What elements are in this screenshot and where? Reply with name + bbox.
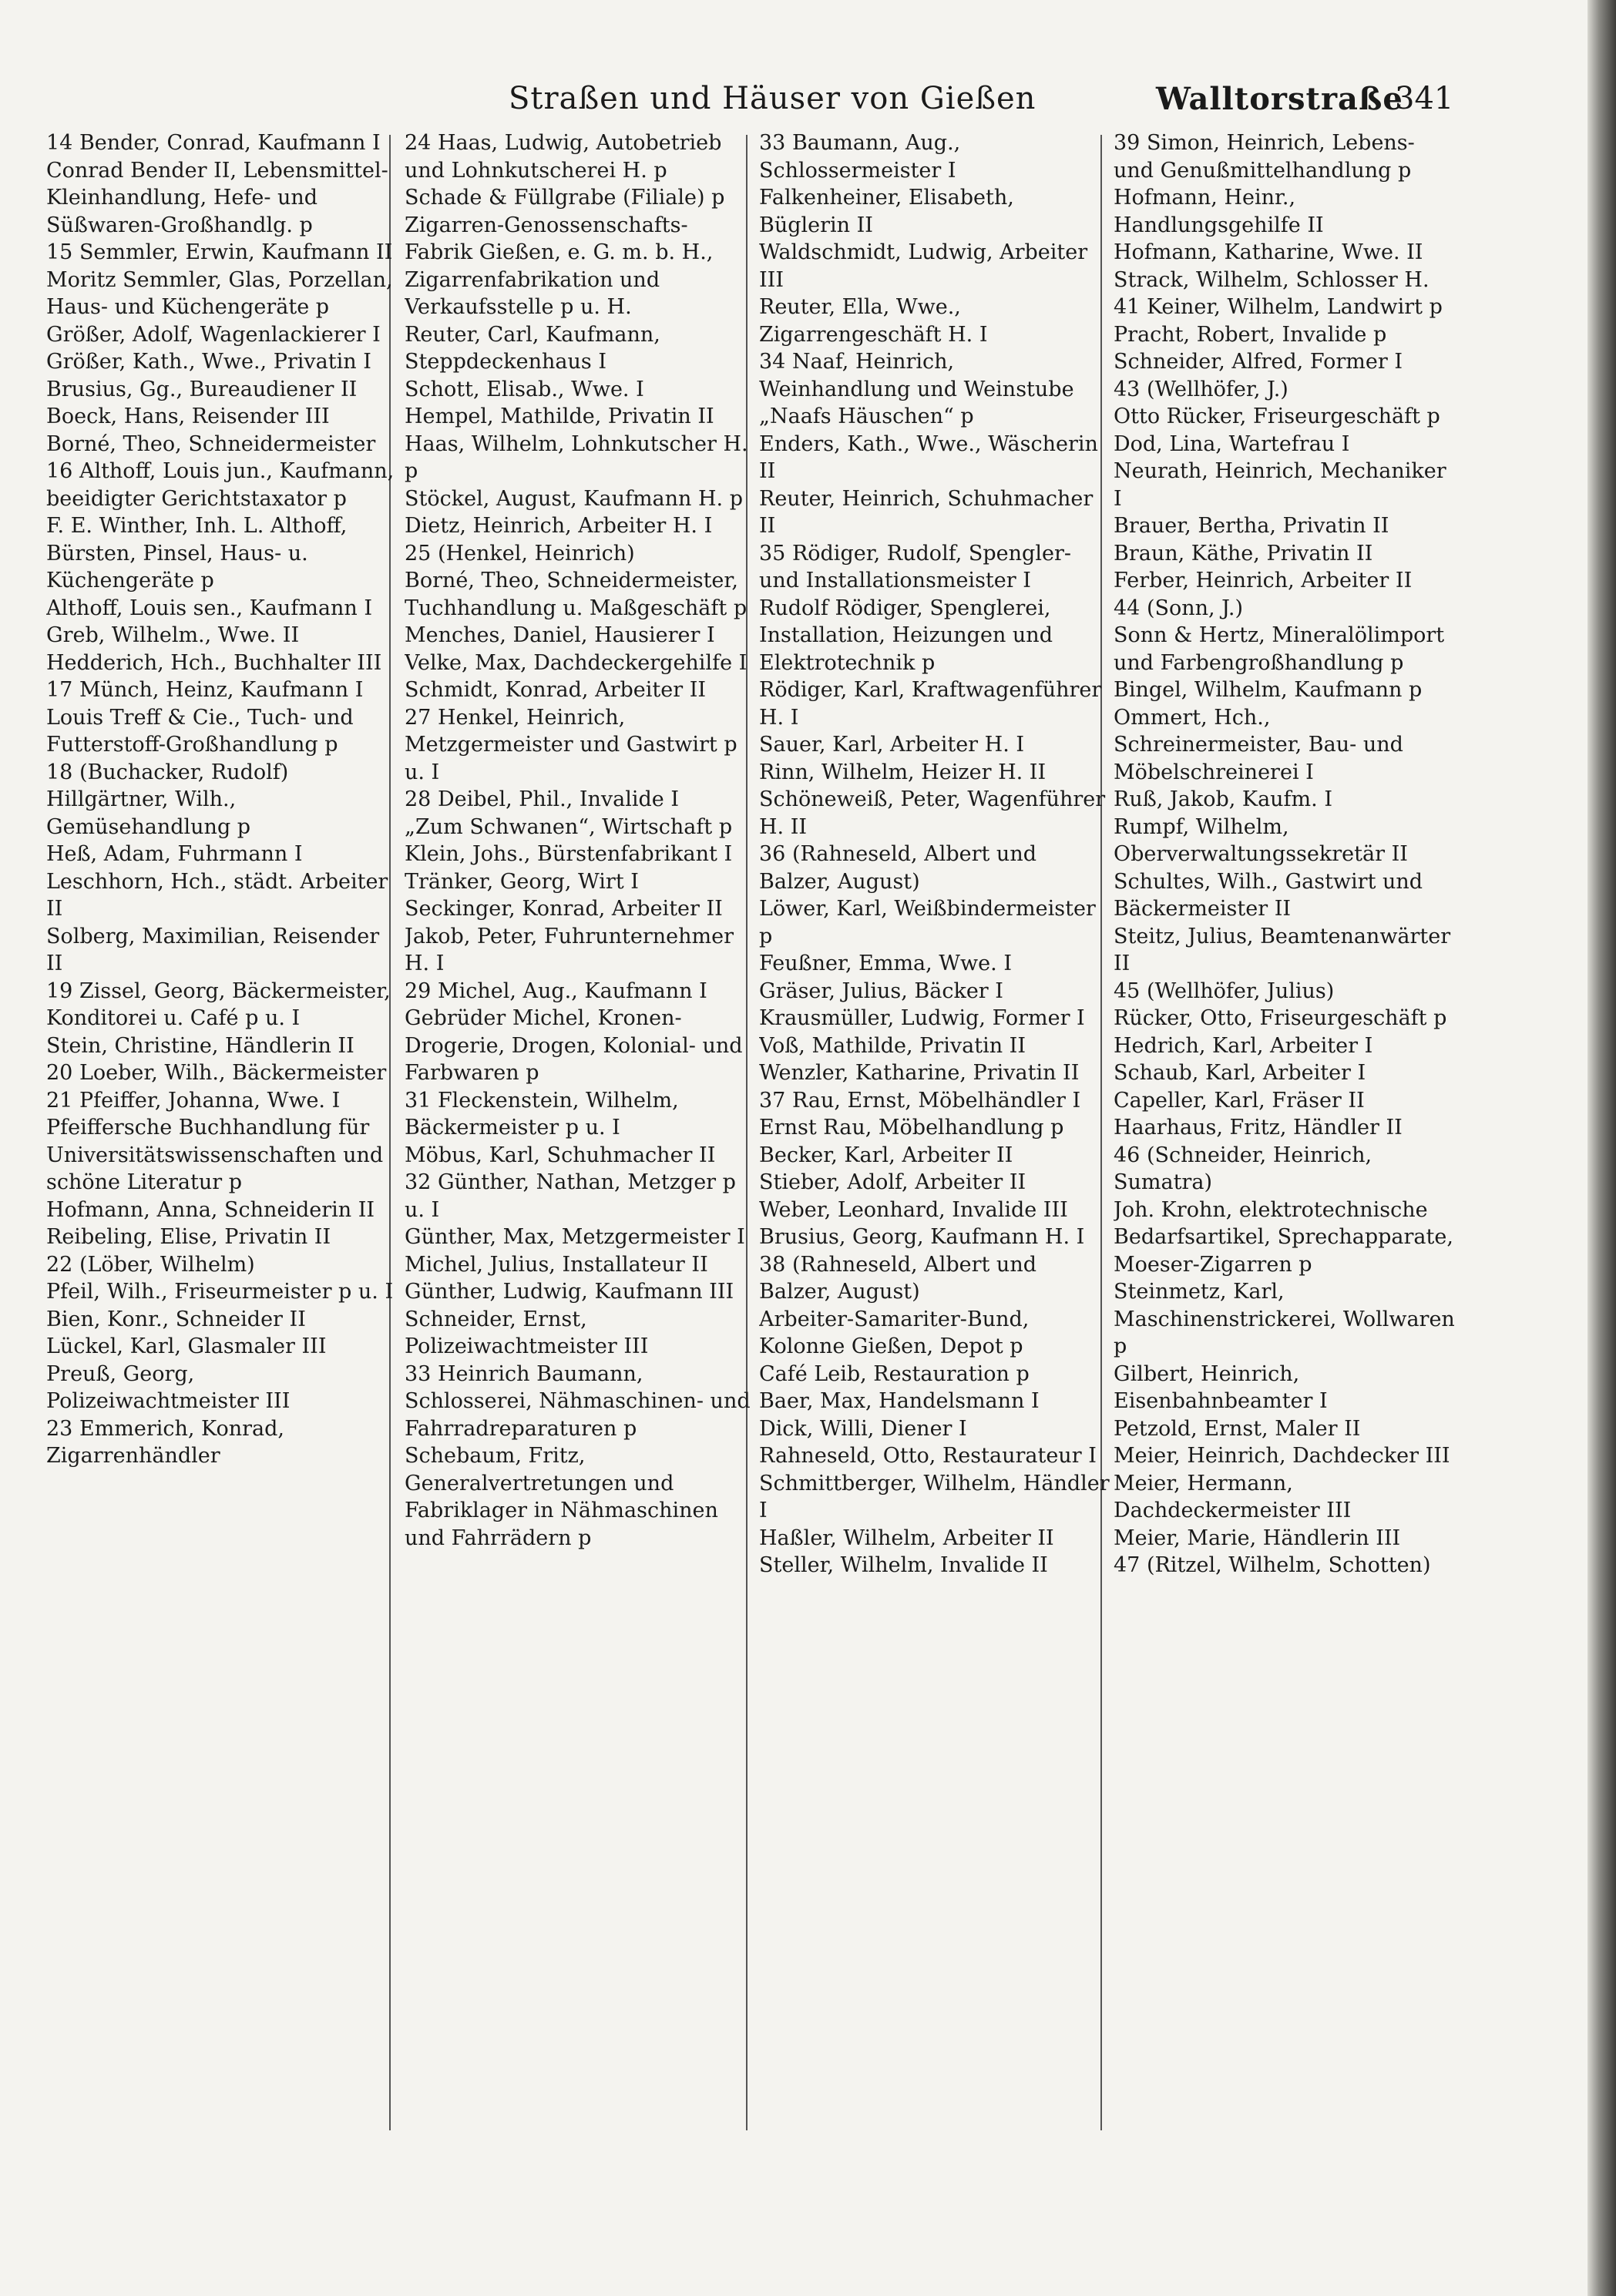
directory-entry: Dietz, Heinrich, Arbeiter H. I (405, 514, 713, 538)
directory-entry: 35 Rödiger, Rudolf, Spengler- und Installationsmeister I (759, 541, 1071, 592)
directory-entry: Schaub, Karl, Arbeiter I (1114, 1061, 1366, 1085)
directory-entry: Strack, Wilhelm, Schlosser H. (1114, 267, 1430, 292)
directory-entry: Hofmann, Anna, Schneiderin II (46, 1197, 375, 1222)
directory-entry: 43 (Wellhöfer, J.) (1114, 377, 1288, 401)
directory-entry: Voß, Mathilde, Privatin II (759, 1033, 1026, 1058)
directory-entry: 19 Zissel, Georg, Bäckermeister, Konditorei u. Café p u. I (46, 978, 391, 1030)
directory-entry: Sonn & Hertz, Mineralölimport und Farbengroßhandlung p (1114, 623, 1445, 675)
directory-entry: Weber, Leonhard, Invalide III (759, 1197, 1068, 1222)
directory-entry: Greb, Wilhelm., Wwe. II (46, 623, 300, 647)
directory-entry: Michel, Julius, Installateur II (405, 1252, 708, 1277)
directory-entry: Größer, Adolf, Wagenlackierer I (46, 322, 381, 347)
directory-entry: Braun, Käthe, Privatin II (1114, 541, 1373, 566)
directory-entry: 22 (Löber, Wilhelm) (46, 1252, 255, 1277)
directory-entry: Becker, Karl, Arbeiter II (759, 1143, 1013, 1167)
directory-entry: Baer, Max, Handelsmann I (759, 1389, 1040, 1413)
directory-entry: Krausmüller, Ludwig, Former I (759, 1006, 1085, 1030)
directory-entry: Seckinger, Konrad, Arbeiter II (405, 897, 723, 921)
directory-entry: Feußner, Emma, Wwe. I (759, 952, 1012, 975)
directory-entry: 37 Rau, Ernst, Möbelhändler I (759, 1088, 1081, 1113)
directory-entry: Günther, Max, Metzgermeister I (405, 1225, 745, 1249)
directory-entry: Wenzler, Katharine, Privatin II (759, 1061, 1080, 1085)
directory-entry: Boeck, Hans, Reisender III (46, 404, 330, 428)
directory-entry: Schöneweiß, Peter, Wagenführer H. II (759, 787, 1106, 839)
directory-entry: Günther, Ludwig, Kaufmann III (405, 1280, 734, 1304)
directory-entry: Dick, Willi, Diener I (759, 1416, 967, 1441)
directory-entry: Rumpf, Wilhelm, Oberverwaltungssekretär II (1114, 814, 1408, 866)
directory-entry: 17 Münch, Heinz, Kaufmann I (46, 678, 364, 702)
directory-entry: Steller, Wilhelm, Invalide II (759, 1553, 1048, 1577)
directory-entry: Hedderich, Hch., Buchhalter III (46, 650, 382, 675)
directory-entry: Haßler, Wilhelm, Arbeiter II (759, 1526, 1054, 1550)
directory-entry: Schneider, Alfred, Former I (1114, 350, 1403, 374)
directory-entry: Ruß, Jakob, Kaufm. I (1114, 787, 1332, 811)
directory-entry: 33 Heinrich Baumann, Schlosserei, Nähmaschinen- und Fahrradreparaturen p (405, 1361, 751, 1441)
directory-column-1 (46, 129, 397, 2271)
directory-entry: Bingel, Wilhelm, Kaufmann p (1114, 678, 1423, 702)
directory-entry: Neurath, Heinrich, Mechaniker I (1114, 459, 1446, 511)
directory-entry: Falkenheiner, Elisabeth, Büglerin II (759, 186, 1014, 237)
directory-entry: 46 (Schneider, Heinrich, Sumatra) (1114, 1143, 1372, 1194)
directory-entry: 33 Baumann, Aug., Schlossermeister I (759, 131, 961, 183)
directory-entry: Conrad Bender II, Lebensmittel-Kleinhandlung, Hefe- und Süßwaren-Großhandlg. p (46, 158, 388, 237)
directory-entry: 25 (Henkel, Heinrich) (405, 541, 635, 566)
directory-entry: Gräser, Julius, Bäcker I (759, 978, 1003, 1003)
directory-entry: Ferber, Heinrich, Arbeiter II (1114, 569, 1413, 592)
directory-entry: Waldschmidt, Ludwig, Arbeiter III (759, 240, 1088, 292)
directory-entry: Preuß, Georg, Polizeiwachtmeister III (46, 1361, 291, 1413)
book-spine-shadow (1587, 0, 1616, 2296)
directory-entry: Reuter, Ella, Wwe., Zigarrengeschäft H. I (759, 295, 988, 347)
directory-entry: 15 Semmler, Erwin, Kaufmann II (46, 240, 393, 264)
directory-entry: Bien, Konr., Schneider II (46, 1307, 306, 1331)
directory-entry: Moritz Semmler, Glas, Porzellan, Haus- und Küchengeräte p (46, 267, 393, 319)
directory-entry: Pfeiffersche Buchhandlung für Universitätswissenschaften und schöne Literatur p (46, 1116, 384, 1194)
directory-entry: „Zum Schwanen“, Wirtschaft p (405, 814, 733, 839)
running-title: Straßen und Häuser von Gießen (509, 81, 1036, 116)
directory-entry: 44 (Sonn, J.) (1114, 596, 1244, 620)
directory-entry: Rahneseld, Otto, Restaurateur I (759, 1444, 1097, 1468)
directory-entry: Schebaum, Fritz, Generalvertretungen und Fabriklager in Nähmaschinen und Fahrrädern p (405, 1444, 718, 1550)
directory-entry: Pfeil, Wilh., Friseurmeister p u. I (46, 1280, 394, 1304)
directory-entry: 23 Emmerich, Konrad, Zigarrenhändler (46, 1416, 285, 1468)
directory-entry: Solberg, Maximilian, Reisender II (46, 924, 380, 975)
directory-entry: Borné, Theo, Schneidermeister (46, 431, 376, 456)
directory-entry: 39 Simon, Heinrich, Lebens- und Genußmittelhandlung p (1114, 131, 1415, 183)
directory-entry: 38 (Rahneseld, Albert und Balzer, August) (759, 1252, 1036, 1304)
directory-entry: Heß, Adam, Fuhrmann I (46, 842, 303, 866)
directory-entry: 28 Deibel, Phil., Invalide I (405, 787, 680, 811)
directory-entry: 18 (Buchacker, Rudolf) (46, 760, 289, 784)
directory-column-4 (1114, 129, 1456, 2271)
directory-entry: Größer, Kath., Wwe., Privatin I (46, 350, 371, 374)
directory-entry: Sauer, Karl, Arbeiter H. I (759, 733, 1025, 757)
directory-entry: Rudolf Rödiger, Spenglerei, Installation, Heizungen und Elektrotechnik p (759, 596, 1053, 675)
directory-entry: Löwer, Karl, Weißbindermeister p (759, 897, 1096, 948)
directory-entry: Rücker, Otto, Friseurgeschäft p (1114, 1006, 1447, 1030)
directory-entry: Steitz, Julius, Beamtenanwärter II (1114, 924, 1451, 975)
directory-entry: Reibeling, Elise, Privatin II (46, 1225, 331, 1249)
directory-entry: Capeller, Karl, Fräser II (1114, 1088, 1365, 1113)
directory-entry: Stein, Christine, Händlerin II (46, 1033, 354, 1058)
directory-entry: Zigarren-Genossenschafts-Fabrik Gießen, e. G. m. b. H., Zigarrenfabrikation und Verkaufsstelle p u. H. (405, 213, 714, 319)
directory-entry: Velke, Max, Dachdeckergehilfe I (405, 650, 748, 675)
directory-entry: Haarhaus, Fritz, Händler II (1114, 1116, 1403, 1140)
directory-entry: Schneider, Ernst, Polizeiwachtmeister III (405, 1307, 649, 1358)
directory-entry: Althoff, Louis sen., Kaufmann I (46, 596, 373, 620)
directory-entry: 47 (Ritzel, Wilhelm, Schotten) (1114, 1553, 1431, 1577)
directory-entry: Meier, Hermann, Dachdeckermeister III (1114, 1471, 1352, 1522)
street-name: Walltorstraße (1156, 81, 1403, 117)
directory-entry: 45 (Wellhöfer, Julius) (1114, 978, 1335, 1003)
directory-entry: 20 Loeber, Wilh., Bäckermeister (46, 1061, 387, 1085)
directory-entry: F. E. Winther, Inh. L. Althoff, Bürsten, Pinsel, Haus- u. Küchengeräte p (46, 514, 348, 592)
directory-entry: Otto Rücker, Friseurgeschäft p (1114, 404, 1440, 428)
directory-entry: Arbeiter-Samariter-Bund, Kolonne Gießen, Depot p (759, 1307, 1030, 1358)
directory-entry: Ernst Rau, Möbelhandlung p (759, 1116, 1064, 1140)
directory-column-3 (759, 129, 1110, 2271)
directory-entry: Schmidt, Konrad, Arbeiter II (405, 678, 707, 702)
directory-entry: Hofmann, Heinr., Handlungsgehilfe II (1114, 186, 1324, 237)
directory-entry: 36 (Rahneseld, Albert und Balzer, August) (759, 842, 1036, 894)
directory-entry: Menches, Daniel, Hausierer I (405, 623, 715, 647)
directory-column-2 (405, 129, 755, 2271)
directory-entry: Jakob, Peter, Fuhrunternehmer H. I (405, 924, 734, 975)
directory-entry: Hedrich, Karl, Arbeiter I (1114, 1033, 1373, 1058)
directory-entry: 16 Althoff, Louis jun., Kaufmann, beeidigter Gerichtstaxator p (46, 459, 395, 511)
directory-entry: Meier, Marie, Händlerin III (1114, 1526, 1401, 1550)
directory-entry: 14 Bender, Conrad, Kaufmann I (46, 131, 381, 155)
directory-entry: 32 Günther, Nathan, Metzger p u. I (405, 1170, 736, 1222)
directory-entry: Louis Treff & Cie., Tuch- und Futterstoff-Großhandlung p (46, 705, 354, 757)
directory-entry: Rinn, Wilhelm, Heizer H. II (759, 760, 1047, 784)
directory-entry: Brauer, Bertha, Privatin II (1114, 514, 1389, 538)
directory-entry: Stieber, Adolf, Arbeiter II (759, 1170, 1026, 1194)
directory-entry: Stöckel, August, Kaufmann H. p (405, 486, 744, 511)
directory-entry: 21 Pfeiffer, Johanna, Wwe. I (46, 1088, 341, 1113)
directory-entry: Enders, Kath., Wwe., Wäscherin II (759, 431, 1098, 483)
directory-entry: 34 Naaf, Heinrich, Weinhandlung und Weinstube „Naafs Häuschen“ p (759, 350, 1074, 428)
directory-entry: Gebrüder Michel, Kronen-Drogerie, Drogen, Kolonial- und Farbwaren p (405, 1006, 743, 1085)
page-number: 341 (1395, 81, 1454, 116)
directory-entry: Steinmetz, Karl, Maschinenstrickerei, Wollwaren p (1114, 1280, 1455, 1358)
directory-entry: Pracht, Robert, Invalide p (1114, 322, 1387, 347)
directory-entry: Meier, Heinrich, Dachdecker III (1114, 1444, 1450, 1468)
directory-entry: Hillgärtner, Wilh., Gemüsehandlung p (46, 787, 251, 839)
directory-entry: 31 Fleckenstein, Wilhelm, Bäckermeister p u. I (405, 1088, 679, 1140)
directory-entry: Schott, Elisab., Wwe. I (405, 377, 644, 401)
directory-entry: Borné, Theo, Schneidermeister, Tuchhandlung u. Maßgeschäft p (405, 569, 748, 620)
directory-entry: Haas, Wilhelm, Lohnkutscher H. p (405, 431, 748, 483)
directory-entry: Reuter, Carl, Kaufmann, Steppdeckenhaus I (405, 322, 660, 374)
directory-entry: Hempel, Mathilde, Privatin II (405, 404, 714, 428)
directory-entry: Brusius, Gg., Bureaudiener II (46, 377, 358, 401)
directory-entry: Klein, Johs., Bürstenfabrikant I (405, 842, 733, 866)
directory-entry: Reuter, Heinrich, Schuhmacher II (759, 486, 1094, 538)
directory-entry: Schmittberger, Wilhelm, Händler I (759, 1471, 1110, 1522)
directory-entry: Gilbert, Heinrich, Eisenbahnbeamter I (1114, 1361, 1328, 1413)
directory-entry: Schade & Füllgrabe (Filiale) p (405, 186, 725, 210)
directory-entry: Schultes, Wilh., Gastwirt und Bäckermeister II (1114, 869, 1423, 921)
directory-entry: Rödiger, Karl, Kraftwagenführer H. I (759, 678, 1102, 730)
directory-entry: Hofmann, Katharine, Wwe. II (1114, 240, 1423, 264)
directory-entry: Dod, Lina, Wartefrau I (1114, 431, 1350, 456)
directory-entry: Möbus, Karl, Schuhmacher II (405, 1143, 716, 1167)
directory-entry: 24 Haas, Ludwig, Autobetrieb und Lohnkutscherei H. p (405, 131, 722, 183)
directory-entry: 27 Henkel, Heinrich, Metzgermeister und Gastwirt p u. I (405, 705, 737, 784)
directory-entry: Tränker, Georg, Wirt I (405, 869, 639, 894)
directory-entry: Café Leib, Restauration p (759, 1361, 1030, 1386)
directory-entry: Leschhorn, Hch., städt. Arbeiter II (46, 869, 388, 921)
page-header (0, 81, 1587, 127)
directory-entry: Petzold, Ernst, Maler II (1114, 1416, 1361, 1441)
directory-entry: 41 Keiner, Wilhelm, Landwirt p (1114, 295, 1443, 319)
directory-entry: Ommert, Hch., Schreinermeister, Bau- und Möbelschreinerei I (1114, 705, 1403, 784)
directory-entry: 29 Michel, Aug., Kaufmann I (405, 978, 707, 1003)
directory-entry: Lückel, Karl, Glasmaler III (46, 1334, 327, 1358)
directory-entry: Brusius, Georg, Kaufmann H. I (759, 1225, 1085, 1249)
directory-entry: Joh. Krohn, elektrotechnische Bedarfsartikel, Sprechapparate, Moeser-Zigarren p (1114, 1197, 1453, 1277)
